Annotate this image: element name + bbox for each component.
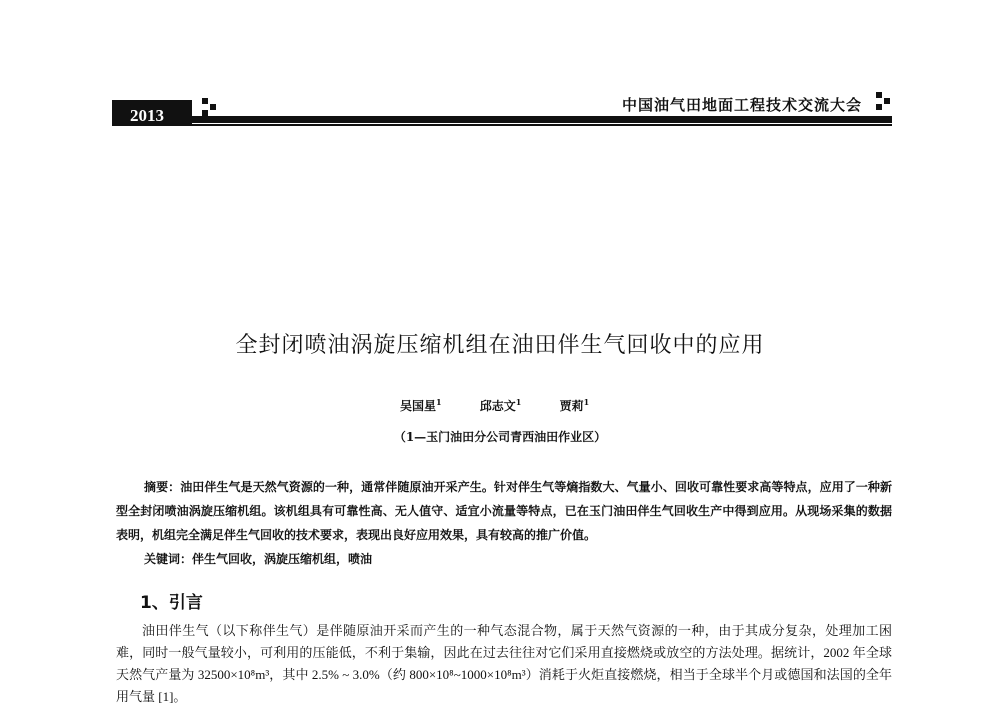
page-header [112,96,892,128]
checker-mark-icon [876,104,882,110]
abstract-block [116,475,892,571]
checker-mark-icon [210,104,216,110]
checker-mark-icon [884,98,890,104]
checker-mark-icon [202,98,208,104]
conference-title: 中国油气田地面工程技术交流大会 [621,96,862,114]
checker-mark-icon [876,92,882,98]
body-paragraph: 油田伴生气（以下称伴生气）是伴随原油开采而产生的一种气态混合物，属于天然气资源的一种，由于其成分复杂，处理加工困难，同时一般气量较小，可利用的压能低，不利于集输，因此在过去往往对它们采用直接燃烧或放空的方法处理。据统计，2002 年全球天然气产量为 32500×10⁸m³，其中 2.5% ~ 3.0%（约 800×10⁸~1000×10⁸m³）消耗于火炬直接燃烧，相当于全球半个月或德国和法国的全年用气量 [1]。 [116,623,892,704]
keywords: 关键词：伴生气回收，涡旋压缩机组，喷油 [144,552,373,566]
year-label: 2013 [130,106,164,125]
author: 邱志文$^1$ [479,397,522,413]
header-rule-thin [192,124,892,126]
affiliation: （1—玉门油田分公司青西油田作业区） [393,430,607,444]
section-heading: 1、引言 [140,593,203,613]
paper-title: 全封闭喷油涡旋压缩机组在油田伴生气回收中的应用 [235,333,765,358]
author: 贾莉$^1$ [559,397,590,413]
header-rule [192,116,892,123]
abstract-text: 摘要：油田伴生气是天然气资源的一种，通常伴随原油开采产生。针对伴生气等熵指数大、气量小、回收可靠性要求高等特点，应用了一种新型全封闭喷油涡旋压缩机组。该机组具有可靠性高、无人值守、适宜小流量等特点，已在玉门油田伴生气回收生产中得到应用。从现场采集的数据表明，机组完全满足伴生气回收的技术要求，表现出良好应用效果，具有较高的推广价值。 [116,480,892,542]
year-badge [112,100,192,126]
author-list [400,397,623,414]
author: 吴国星$^1$ [400,397,442,413]
